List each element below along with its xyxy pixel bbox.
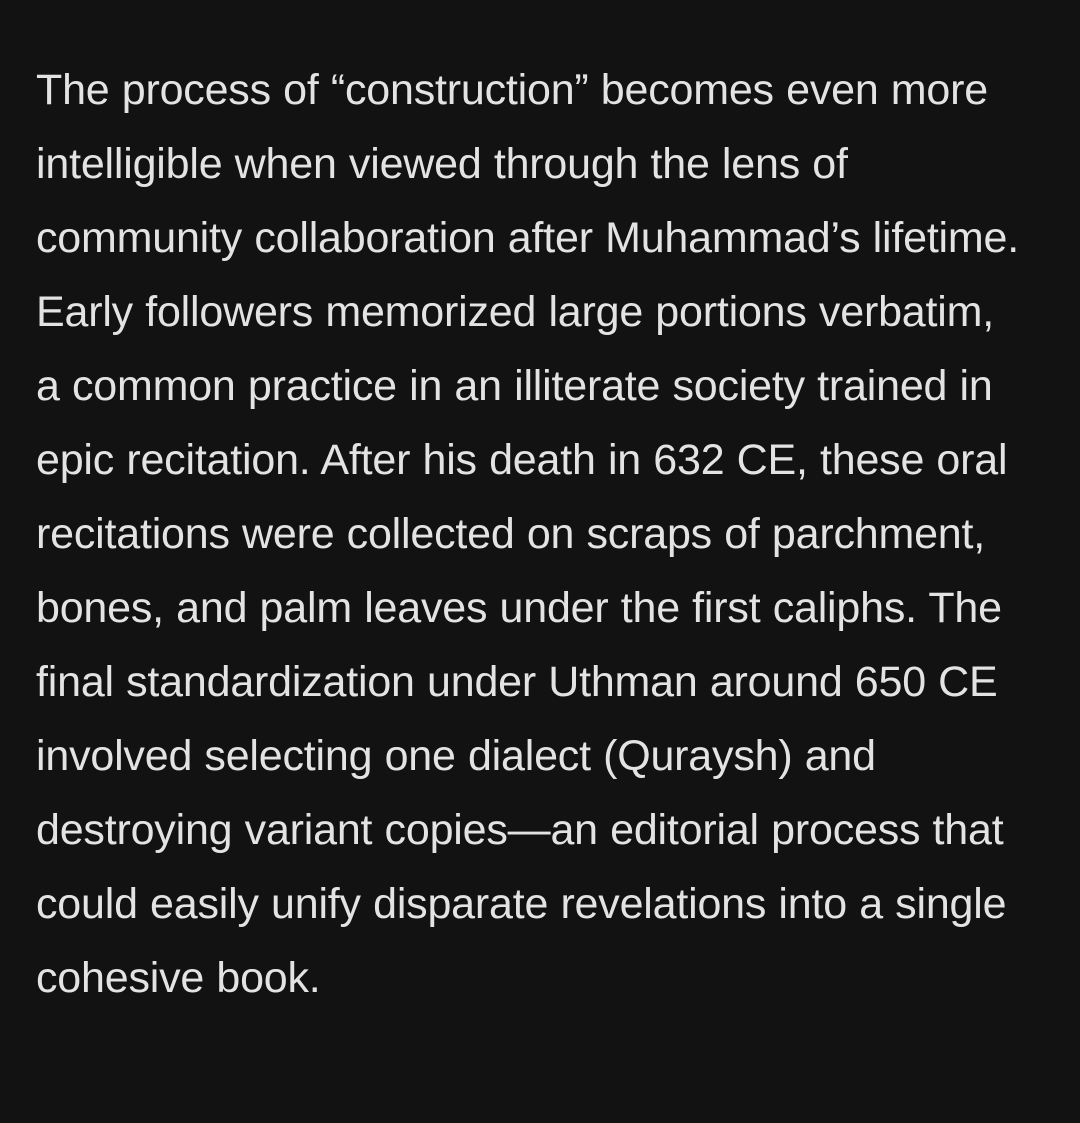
body-paragraph: The process of “construction” becomes even more intelligible when viewed through the lens of community collaboration after Muhammad’s lifetime. Early followers memorized large portions verbatim, a common practice in an illiterate society trained in epic recitation. After his death in 632 CE, these oral recitations were collected on scraps of parchment, bones, and palm leaves under the first caliphs. The final standardization under Uthman around 650 CE involved selecting one dialect (Quraysh) and destroying variant copies—an editorial process that could easily unify disparate revelations into a single cohesive book. <box>36 66 1032 1002</box>
